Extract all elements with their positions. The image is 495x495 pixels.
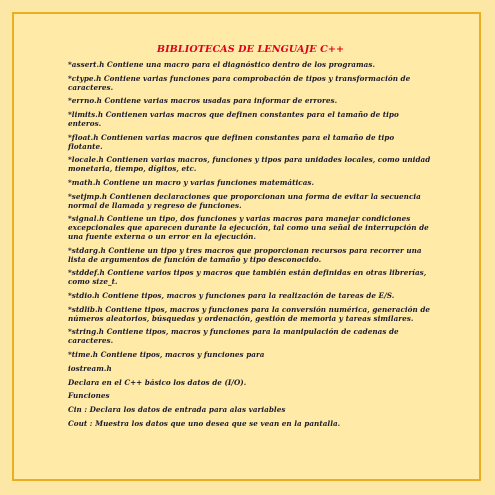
entry-ctype: *ctype.h Contiene varias funciones para comprobación de tipos y transformación de caracteres. — [68, 73, 411, 92]
entry-setjmp: *setjmp.h Contienen declaraciones que proporcionan una forma de evitar la secuencia normal de llamada y regreso de funciones. — [68, 191, 421, 210]
document-body — [56, 44, 431, 434]
entry-locale: *locale.h Contienen varias macros, funciones y tipos para unidades locales, como unidad monetaria, tiempo, dígitos, etc. — [68, 155, 431, 174]
entry-limits: *limits.h Contienen varias macros que definen constantes para el tamaño de tipo enteros. — [68, 110, 399, 128]
entry-funciones-heading: Funciones — [68, 391, 110, 401]
entry-float: *float.h Contienen varias macros que definen constantes para el tamaño de tipo flotante. — [68, 132, 395, 151]
entry-stddef: *stddef.h Contiene varios tipos y macros que también están definidas en otras librerías, como size_t. — [68, 268, 427, 287]
document-title: BIBLIOTECAS DE LENGUAJE C++ — [156, 44, 345, 55]
entry-iostream: iostream.h — [68, 363, 112, 373]
entry-signal: *signal.h Contiene un tipo, dos funciones y varias macros para manejar condiciones excepcionales que aparecen durante la ejecución, tal como una señal de interrupción de una fuente externa o un error en la ejecución. — [68, 214, 429, 241]
entry-assert: *assert.h Contiene una macro para el diagnóstico dentro de los programas. — [68, 60, 376, 69]
entry-stdio: *stdio.h Contiene tipos, macros y funciones para la realización de tareas de E/S. — [68, 290, 395, 300]
entry-iostream-desc: Declara en el C++ básico los datos de (I/O). — [68, 377, 247, 387]
entry-cout: Cout : Muestra los datos que uno desea que se vean en la pantalla. — [68, 418, 341, 428]
entry-errno: *errno.h Contiene varias macros usadas para informar de errores. — [68, 96, 338, 106]
entry-math: *math.h Contiene un macro y varias funciones matemáticas. — [68, 177, 315, 187]
entry-stdarg: *stdarg.h Contiene un tipo y tres macros que proporcionan recursos para recorrer una lista de argumentos de función de tamaño y tipo desconocido. — [68, 245, 422, 264]
entry-string: *string.h Contiene tipos, macros y funciones para la manipulación de cadenas de caracteres. — [68, 327, 399, 346]
entry-cin: Cin : Declara los datos de entrada para alas variables — [68, 405, 286, 415]
entry-stdlib: *stdlib.h Contiene tipos, macros y funciones para la conversión numérica, generación de números aleatorios, búsquedas y ordenación, gestión de memoria y tareas similares. — [68, 304, 431, 323]
entry-time: *time.h Contiene tipos, macros y funciones para — [68, 349, 265, 359]
